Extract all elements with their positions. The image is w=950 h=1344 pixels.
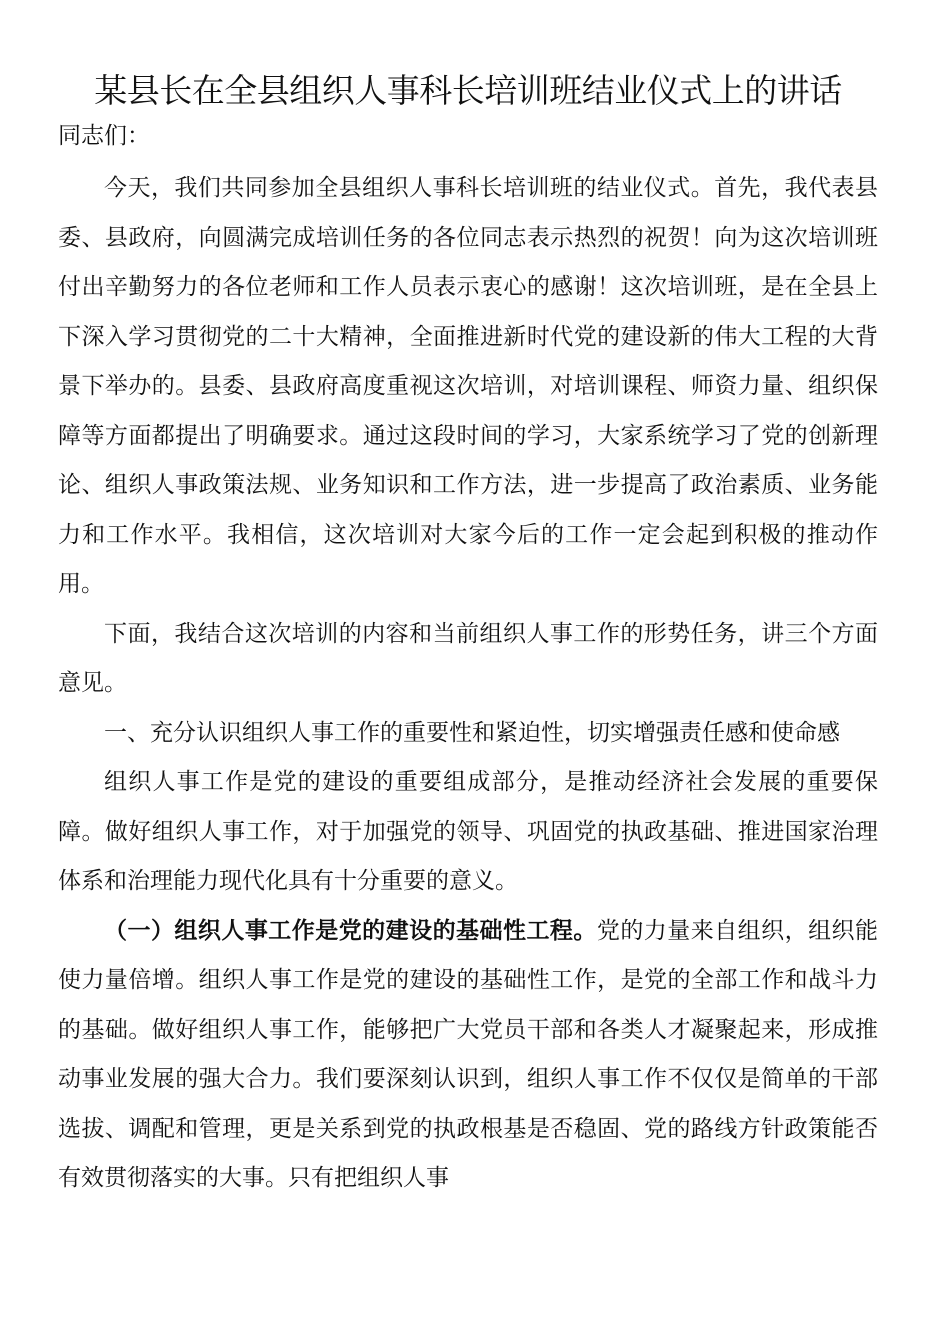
document-title: 某县长在全县组织人事科长培训班结业仪式上的讲话 bbox=[94, 71, 842, 110]
subsection-body: 党的力量来自组织，组织能使力量倍增。组织人事工作是党的建设的基础性工作，是党的全部工作和战斗力的基础。做好组织人事工作，能够把广大党员干部和各类人才凝聚起来，形成推动事业发展的强大合力。我们要深刻认识到，组织人事工作不仅仅是简单的干部选拔、调配和管理，更是关系到党的执政根基是否稳固、党的路线方针政策能否有效贯彻落实的大事。只有把组织人事 bbox=[58, 917, 878, 1191]
document-page bbox=[58, 66, 878, 1204]
section-heading-one: 一、充分认识组织人事工作的重要性和紧迫性，切实增强责任感和使命感 bbox=[104, 719, 840, 746]
paragraph-subsection-one bbox=[58, 907, 878, 1204]
salutation: 同志们： bbox=[58, 123, 150, 149]
paragraph-opening: 今天，我们共同参加全县组织人事科长培训班的结业仪式。首先，我代表县委、县政府，向圆满完成培训任务的各位同志表示热烈的祝贺！向为这次培训班付出辛勤努力的各位老师和工作人员表示衷心的感谢！这次培训班，是在全县上下深入学习贯彻党的二十大精神，全面推进新时代党的建设新的伟大工程的大背景下举办的。县委、县政府高度重视这次培训，对培训课程、师资力量、组织保障等方面都提出了明确要求。通过这段时间的学习，大家系统学习了党的创新理论、组织人事政策法规、业务知识和工作方法，进一步提高了政治素质、业务能力和工作水平。我相信，这次培训对大家今后的工作一定会起到积极的推动作用。 bbox=[58, 175, 878, 597]
subsection-heading: （一）组织人事工作是党的建设的基础性工程。 bbox=[104, 917, 597, 944]
paragraph-section-one-intro: 组织人事工作是党的建设的重要组成部分，是推动经济社会发展的重要保障。做好组织人事工作，对于加强党的领导、巩固党的执政基础、推进国家治理体系和治理能力现代化具有十分重要的意义。 bbox=[58, 769, 878, 894]
paragraph-outline: 下面，我结合这次培训的内容和当前组织人事工作的形势任务，讲三个方面意见。 bbox=[58, 620, 878, 696]
